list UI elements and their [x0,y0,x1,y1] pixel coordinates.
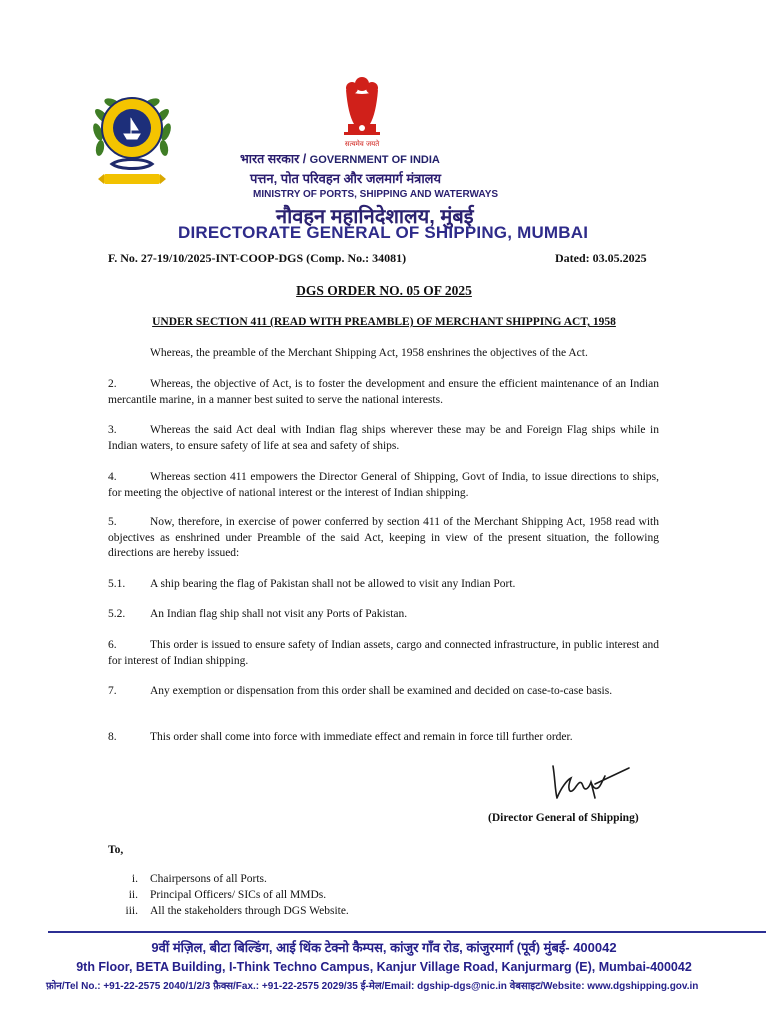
file-number: F. No. 27-19/10/2025-INT-COOP-DGS (Comp. No.: 34081) [108,251,407,265]
paragraph-7: 7. Any exemption or dispensation from this order shall be examined and decided on case-to-case basis. [108,685,613,697]
recipient-item: iii. All the stakeholders through DGS Website. [125,905,349,917]
paragraph-1: Whereas, the preamble of the Merchant Shipping Act, 1958 enshrines the objectives of the Act. [150,347,588,359]
signatory: (Director General of Shipping) [488,812,639,824]
to-label: To, [108,844,124,856]
order-subject: UNDER SECTION 411 (READ WITH PREAMBLE) OF MERCHANT SHIPPING ACT, 1958 [152,316,616,328]
government-hindi: भारत सरकार / [240,152,310,166]
ministry-hindi: पत्तन, पोत परिवहन और जलमार्ग मंत्रालय [250,171,442,186]
paragraph-5-2: 5.2. An Indian flag ship shall not visit any Ports of Pakistan. [108,608,408,620]
emblem-motto: सत्यमेव जयते [344,140,380,148]
national-emblem-icon [338,74,386,150]
recipient-item: i. Chairpersons of all Ports. [131,873,267,885]
recipient-item: ii. Principal Officers/ SICs of all MMDs. [128,889,327,901]
footer-contact: फ़ोन/Tel No.: +91-22-2575 2040/1/2/3 फ़ैक्स/Fax.: +91-22-2575 2029/35 ई-मेल/Email: dgship-dgs@nic.in वेबसाइट/Website: www.dgshipping.gov.in [46,981,699,992]
paragraph-2: 2. Whereas, the objective of Act, is to foster the development and ensure the efficient maintenance of an Indian mercantile marine, in a manner best suited to serve the national interests. [108,378,659,406]
footer-address-english: 9th Floor, BETA Building, I-Think Techno Campus, Kanjur Village Road, Kanjurmarg (E), Mumbai-400042 [76,960,692,974]
motto-ribbon [104,174,160,184]
order-title: DGS ORDER NO. 05 OF 2025 [296,283,472,298]
government-english: GOVERNMENT OF INDIA [309,154,440,166]
ministry-english: MINISTRY OF PORTS, SHIPPING AND WATERWAYS [253,189,499,200]
footer-address-hindi: 9वीं मंज़िल, बीटा बिल्डिंग, आई थिंक टेक्नो कैम्पस, कांजुर गाँव रोड, कांजुरमार्ग (पूर्व) मुंबई- 400042 [151,940,617,955]
date: Dated: 03.05.2025 [555,251,647,265]
paragraph-5: 5. Now, therefore, in exercise of power conferred by section 411 of the Merchant Shipping Act, 1958 read with objectives as enshrined under Preamble of the said Act, keeping in view of the present situation, the following directions are hereby issued: [108,516,659,559]
paragraph-4: 4. Whereas section 411 empowers the Director General of Shipping, Govt of India, to issue directions to ships, for meeting the objective of national interest or the interest of Indian shipping. [108,471,659,499]
dg-shipping-logo [90,88,174,194]
paragraph-3: 3. Whereas the said Act deal with Indian flag ships wherever these may be and Foreign Flag ships while in Indian waters, to ensure safety of life at sea and safety of ships. [108,424,659,452]
directorate-english: DIRECTORATE GENERAL OF SHIPPING, MUMBAI [178,223,589,242]
footer-divider [48,931,766,933]
directorate-hindi: नौवहन महानिदेशालय, मुंबई [276,206,474,228]
paragraph-8: 8. This order shall come into force with immediate effect and remain in force till further order. [108,731,573,743]
signature-icon [545,758,631,806]
government-line [240,150,440,167]
paragraph-6: 6. This order is issued to ensure safety of Indian assets, cargo and connected infrastructure, in public interest and for interest of Indian shipping. [108,639,659,667]
paragraph-5-1: 5.1. A ship bearing the flag of Pakistan shall not be allowed to visit any Indian Port. [108,578,516,590]
rope-knot-icon [112,160,152,169]
